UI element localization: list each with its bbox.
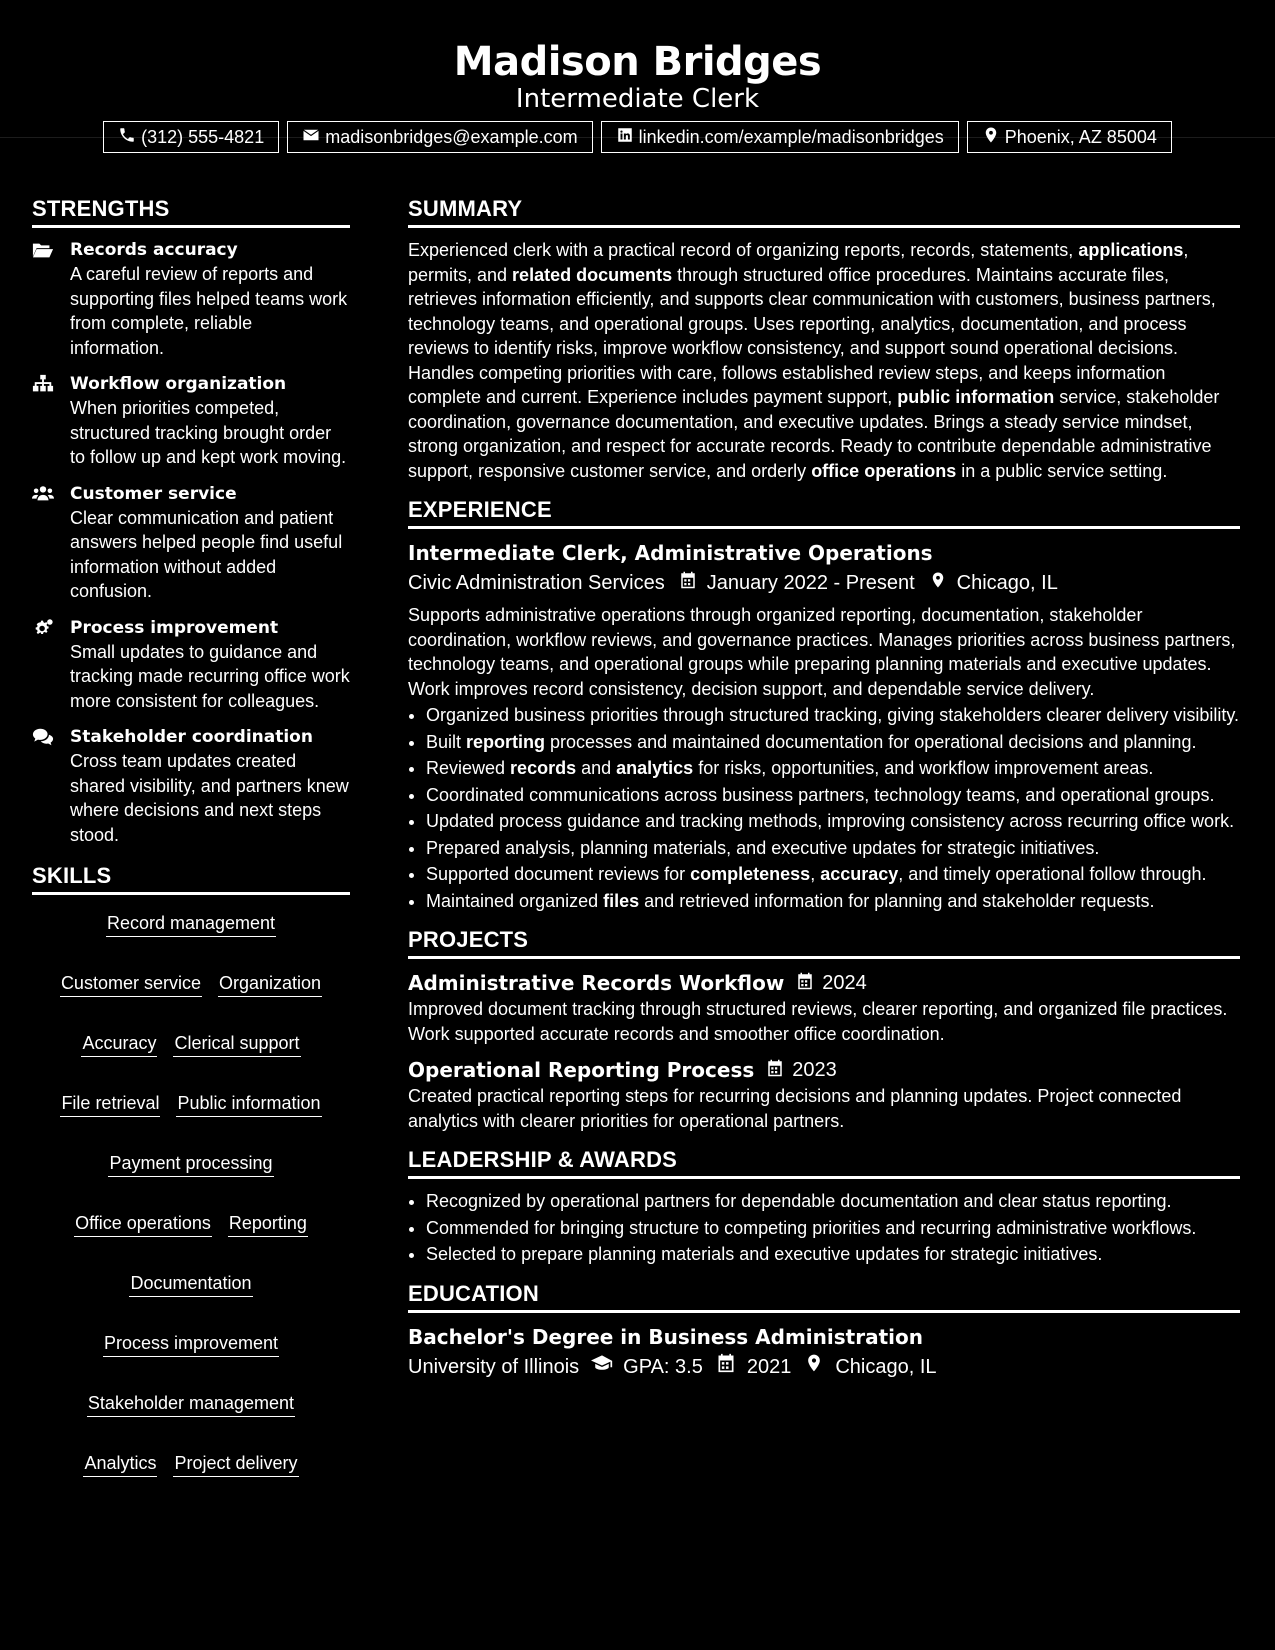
- list-item: • Reviewed records and analytics for risks, opportunities, and workflow improvement areas.: [426, 756, 1240, 781]
- linkedin-icon: [616, 126, 634, 149]
- project-name: Administrative Records Workflow: [408, 971, 785, 995]
- strength-item: [32, 616, 350, 714]
- leadership-heading: LEADERSHIP & AWARDS: [408, 1147, 1240, 1179]
- experience-heading: EXPERIENCE: [408, 497, 1240, 529]
- list-item: • Supported document reviews for completeness, accuracy, and timely operational follow through.: [426, 862, 1240, 887]
- list-item: • Selected to prepare planning materials and executive updates for strategic initiatives.: [426, 1242, 1240, 1267]
- skills-list: [32, 905, 350, 1477]
- graduation-year: 2021: [746, 1355, 792, 1378]
- project-description: Improved document tracking through structured reviews, clearer reporting, and organized file practices. Work supported accurate records and smoother office coordination.: [408, 999, 1228, 1044]
- skill-tag: Accuracy: [81, 1031, 157, 1057]
- job-location: Chicago, IL: [956, 572, 1058, 594]
- calendar-icon: [784, 969, 822, 997]
- skills-section: [32, 863, 350, 1477]
- education-meta: [408, 1351, 1240, 1383]
- project-year: 2023: [792, 1059, 837, 1081]
- phone-icon: [118, 126, 136, 149]
- skill-tag: Documentation: [129, 1271, 252, 1297]
- candidate-role: Intermediate Clerk: [515, 84, 760, 114]
- strength-description: Clear communication and patient answers helped people find useful information without added confusion.: [70, 507, 343, 601]
- project-item: [408, 1056, 1240, 1133]
- education-location: Chicago, IL: [835, 1355, 937, 1378]
- resume-header: [0, 0, 1275, 147]
- envelope-icon: [302, 126, 320, 149]
- comments-icon: [32, 725, 56, 847]
- strength-item: [32, 482, 350, 604]
- strength-description: When priorities competed, structured tracking brought order to follow up and kept work moving.: [70, 398, 347, 467]
- strength-item: [32, 238, 350, 360]
- summary-section: [408, 196, 1240, 483]
- strength-title: Records accuracy: [70, 240, 238, 260]
- contact-email[interactable]: [287, 121, 592, 153]
- strength-item: [32, 725, 350, 847]
- strength-description: Cross team updates created shared visibility, and partners knew where decisions and next steps stood.: [70, 751, 349, 845]
- experience-section: [408, 497, 1240, 913]
- job-meta: [408, 567, 1240, 599]
- job-bullets: [408, 703, 1240, 913]
- skill-tag: File retrieval: [60, 1091, 160, 1117]
- skill-tag: Reporting: [228, 1211, 308, 1237]
- projects-section: [408, 927, 1240, 1133]
- strength-description: Small updates to guidance and tracking made recurring office work more consistent for colleagues.: [70, 641, 350, 711]
- job-title: Intermediate Clerk, Administrative Operations: [408, 541, 933, 565]
- strength-item: [32, 372, 350, 470]
- location-text: Phoenix, AZ 85004: [1004, 126, 1157, 147]
- contact-location[interactable]: [967, 121, 1172, 153]
- strengths-heading: STRENGTHS: [32, 196, 350, 228]
- skill-tag: Office operations: [74, 1211, 212, 1237]
- skill-tag: Record management: [106, 911, 276, 937]
- calendar-icon: [665, 567, 707, 599]
- candidate-name: Madison Bridges: [453, 39, 822, 85]
- job-description: Supports administrative operations through organized reporting, documentation, stakeholder coordination, workflow reviews, and governance practices. Manages priorities across business partners, technology teams, and operational groups while preparing planning materials and executive updates. Work improves record consistency, decision support, and dependable service delivery.: [408, 605, 1236, 699]
- strength-description: A careful review of reports and supporting files helped teams work from complete, reliable information.: [70, 264, 348, 358]
- skills-heading: SKILLS: [32, 863, 350, 895]
- strength-title: Workflow organization: [70, 374, 287, 394]
- contact-bar: [0, 121, 1275, 153]
- education-heading: EDUCATION: [408, 1281, 1240, 1313]
- strength-title: Process improvement: [70, 617, 279, 638]
- list-item: • Built reporting processes and maintained documentation for operational decisions and planning.: [426, 730, 1240, 755]
- contact-phone[interactable]: [103, 121, 279, 153]
- list-item: • Coordinated communications across business partners, technology teams, and operational groups.: [426, 783, 1240, 808]
- summary-heading: SUMMARY: [408, 196, 1240, 228]
- right-column: [408, 196, 1240, 1397]
- project-header: [408, 1056, 1240, 1084]
- project-description: Created practical reporting steps for recurring decisions and planning updates. Project connected analytics with clearer priorities for operational partners.: [408, 1086, 1182, 1131]
- cogs-icon: [32, 616, 56, 714]
- skill-tag: Payment processing: [108, 1151, 273, 1177]
- calendar-icon: [754, 1056, 792, 1084]
- list-item: • Commended for bringing structure to competing priorities and recurring administrative workflows.: [426, 1216, 1240, 1241]
- phone-text: (312) 555-4821: [141, 126, 265, 147]
- project-year: 2024: [822, 972, 867, 994]
- map-pin-icon: [791, 1351, 835, 1383]
- graduation-cap-icon: [579, 1351, 623, 1383]
- calendar-icon: [703, 1351, 747, 1383]
- project-name: Operational Reporting Process: [408, 1058, 755, 1082]
- users-icon: [32, 482, 56, 604]
- sitemap-icon: [32, 372, 56, 470]
- list-item: • Updated process guidance and tracking methods, improving consistency across recurring office work.: [426, 809, 1240, 834]
- strength-title: Stakeholder coordination: [70, 727, 313, 747]
- company-name: Civic Administration Services: [408, 572, 665, 594]
- linkedin-text: linkedin.com/example/madisonbridges: [638, 126, 944, 147]
- skill-tag: Project delivery: [173, 1451, 298, 1477]
- project-header: [408, 969, 1240, 997]
- skill-tag: Analytics: [83, 1451, 157, 1477]
- list-item: • Recognized by operational partners for dependable documentation and clear status reporting.: [426, 1189, 1240, 1214]
- contact-linkedin[interactable]: [601, 121, 959, 153]
- strength-title: Customer service: [70, 483, 237, 504]
- skill-tag: Stakeholder management: [87, 1391, 295, 1417]
- skill-tag: Customer service: [60, 971, 202, 997]
- skill-tag: Clerical support: [173, 1031, 300, 1057]
- education-section: [408, 1281, 1240, 1383]
- project-item: [408, 969, 1240, 1046]
- skill-tag: Process improvement: [103, 1331, 279, 1357]
- left-column: [32, 196, 350, 1477]
- list-item: • Prepared analysis, planning materials, and executive updates for strategic initiatives.: [426, 836, 1240, 861]
- map-pin-icon: [982, 126, 1000, 149]
- folder-open-icon: [32, 238, 56, 360]
- list-item: • Maintained organized files and retrieved information for planning and stakeholder requests.: [426, 889, 1240, 914]
- list-item: • Organized business priorities through structured tracking, giving stakeholders clearer delivery visibility.: [426, 703, 1240, 728]
- map-pin-icon: [915, 567, 957, 599]
- skill-tag: Organization: [218, 971, 322, 997]
- leadership-section: [408, 1147, 1240, 1267]
- job-dates: January 2022 - Present: [706, 572, 915, 594]
- gpa: GPA: 3.5: [623, 1355, 703, 1378]
- degree-title: Bachelor's Degree in Business Administration: [408, 1324, 923, 1349]
- projects-heading: PROJECTS: [408, 927, 1240, 959]
- school-name: University of Illinois: [408, 1355, 580, 1378]
- summary-text: Experienced clerk with a practical record of organizing reports, records, statements, applications, permits, and related documents through structured office procedures. Maintains accurate files, retrieves information efficiently, and supports clear communication with customers, business partners, technology teams, and operational groups. Uses reporting, analytics, documentation, and process reviews to identify risks, improve workflow consistency, and support sound operational decisions. Handles competing priorities with care, follows established review steps, and keeps information complete and current. Experience includes payment support, public information service, stakeholder coordination, governance documentation, and executive updates. Brings a steady service mindset, strong organization, and respect for accurate records. Ready to contribute dependable administrative support, responsive customer service, and orderly office operations in a public service setting.: [408, 240, 1220, 481]
- skill-tag: Public information: [176, 1091, 321, 1117]
- email-text: madisonbridges@example.com: [325, 126, 578, 147]
- leadership-bullets: [408, 1189, 1240, 1267]
